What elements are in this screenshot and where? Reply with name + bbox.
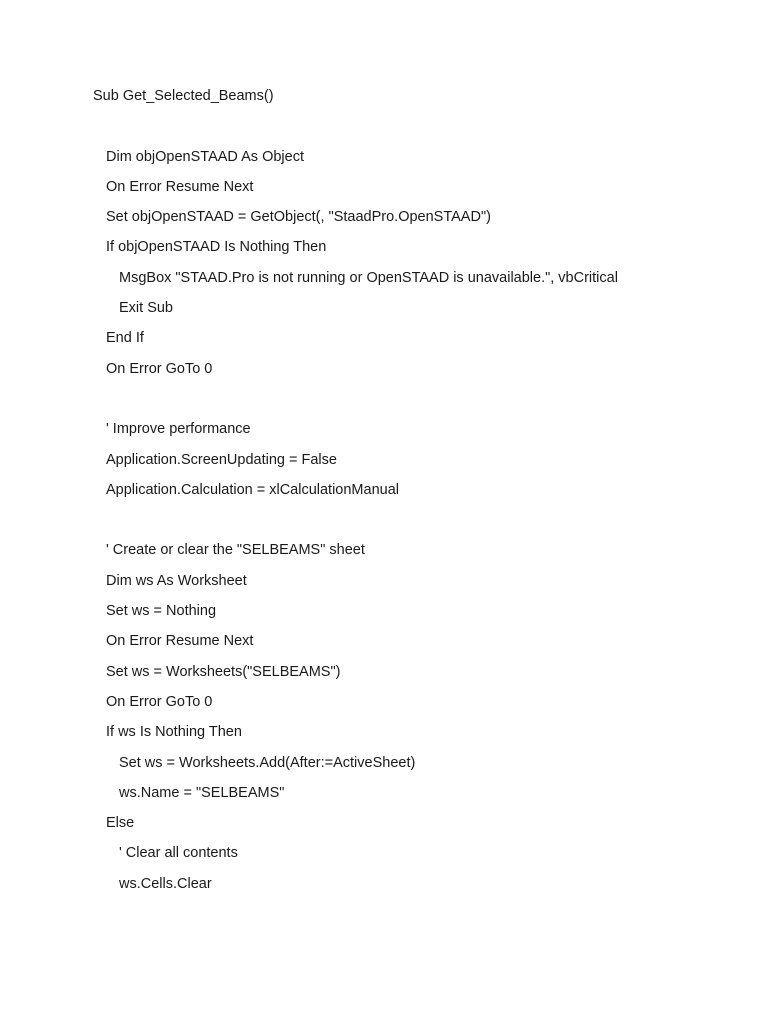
code-line-dim-openstaad: Dim objOpenSTAAD As Object bbox=[106, 148, 304, 165]
code-comment-create-sheet: ' Create or clear the "SELBEAMS" sheet bbox=[106, 542, 365, 559]
code-line-cells-clear: ws.Cells.Clear bbox=[119, 875, 212, 892]
blank-line bbox=[93, 390, 733, 420]
vba-code-body bbox=[93, 87, 733, 905]
code-line-on-error-resume: On Error Resume Next bbox=[106, 178, 254, 195]
code-line-on-error-goto: On Error GoTo 0 bbox=[106, 360, 213, 377]
code-line-add-worksheet: Set ws = Worksheets.Add(After:=ActiveSheet) bbox=[119, 754, 416, 771]
code-line-set-openstaad: Set objOpenSTAAD = GetObject(, "StaadPro.OpenSTAAD") bbox=[106, 209, 491, 226]
code-comment-improve-performance: ' Improve performance bbox=[106, 421, 251, 438]
blank-line bbox=[93, 117, 733, 147]
code-line-set-ws-worksheet: Set ws = Worksheets("SELBEAMS") bbox=[106, 663, 341, 680]
code-line-msgbox: MsgBox "STAAD.Pro is not running or OpenSTAAD is unavailable.", vbCritical bbox=[119, 269, 618, 286]
code-line-sub-declaration: Sub Get_Selected_Beams() bbox=[93, 88, 274, 104]
code-line-end-if: End If bbox=[106, 330, 144, 347]
code-line-if-nothing: If objOpenSTAAD Is Nothing Then bbox=[106, 239, 327, 256]
code-line-on-error-resume: On Error Resume Next bbox=[106, 633, 254, 650]
code-line-dim-ws: Dim ws As Worksheet bbox=[106, 572, 247, 589]
code-line-screen-updating: Application.ScreenUpdating = False bbox=[106, 451, 337, 468]
code-comment-clear-contents: ' Clear all contents bbox=[119, 845, 238, 862]
code-line-ws-name: ws.Name = "SELBEAMS" bbox=[119, 784, 285, 801]
code-line-exit-sub: Exit Sub bbox=[119, 300, 173, 317]
code-line-else: Else bbox=[106, 815, 135, 832]
code-line-on-error-goto: On Error GoTo 0 bbox=[106, 693, 213, 710]
blank-line bbox=[93, 511, 733, 541]
code-line-calculation-manual: Application.Calculation = xlCalculationManual bbox=[106, 481, 399, 498]
code-line-set-ws-nothing: Set ws = Nothing bbox=[106, 603, 217, 620]
code-line-if-ws-nothing: If ws Is Nothing Then bbox=[106, 724, 242, 741]
